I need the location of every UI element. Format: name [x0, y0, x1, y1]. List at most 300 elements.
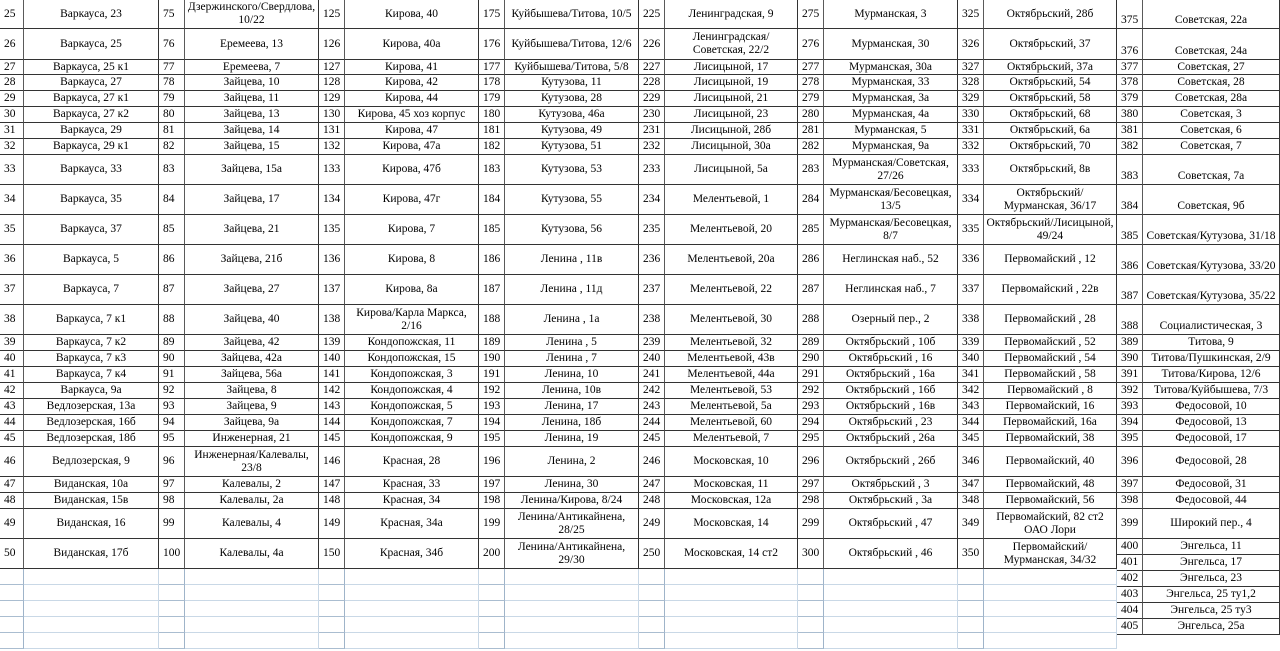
row-number[interactable]: 282: [798, 139, 824, 155]
row-number[interactable]: 280: [798, 107, 824, 123]
address-cell[interactable]: Лисицыной, 5а: [665, 155, 798, 185]
address-cell[interactable]: Кирова, 8а: [345, 275, 479, 305]
address-cell[interactable]: Кирова, 40а: [345, 29, 479, 60]
row-number[interactable]: 82: [159, 139, 185, 155]
row-number[interactable]: 382: [1117, 139, 1143, 155]
address-cell[interactable]: Первомайский , 58: [984, 367, 1117, 383]
row-number[interactable]: 33: [0, 155, 24, 185]
empty-cell[interactable]: [319, 633, 345, 649]
address-cell[interactable]: Октябрьский, 37: [984, 29, 1117, 60]
address-cell[interactable]: Ведлозерская, 13а: [24, 399, 159, 415]
empty-cell[interactable]: [824, 633, 958, 649]
row-number[interactable]: 148: [319, 493, 345, 509]
empty-cell[interactable]: [639, 633, 665, 649]
address-cell[interactable]: Ленина, 10в: [505, 383, 639, 399]
address-cell[interactable]: Энгельса, 25 ту3: [1143, 603, 1280, 619]
row-number[interactable]: 333: [958, 155, 984, 185]
empty-cell[interactable]: [319, 569, 345, 585]
row-number[interactable]: 80: [159, 107, 185, 123]
row-number[interactable]: 394: [1117, 415, 1143, 431]
row-number[interactable]: 135: [319, 215, 345, 245]
row-number[interactable]: 330: [958, 107, 984, 123]
address-cell[interactable]: Октябрьский/Мурманская, 36/17: [984, 185, 1117, 215]
row-number[interactable]: 231: [639, 123, 665, 139]
empty-cell[interactable]: [24, 569, 159, 585]
row-number[interactable]: 29: [0, 91, 24, 107]
row-number[interactable]: 178: [479, 75, 505, 91]
address-cell[interactable]: Инженерная/Калевалы, 23/8: [185, 447, 319, 477]
address-cell[interactable]: Зайцева, 40: [185, 305, 319, 335]
empty-cell[interactable]: [665, 569, 798, 585]
address-cell[interactable]: Советская/Кутузова, 31/18: [1143, 215, 1280, 245]
address-cell[interactable]: Московская, 12а: [665, 493, 798, 509]
address-cell[interactable]: Кутузова, 11: [505, 75, 639, 91]
row-number[interactable]: 285: [798, 215, 824, 245]
address-cell[interactable]: Красная, 28: [345, 447, 479, 477]
empty-cell[interactable]: [24, 633, 159, 649]
address-cell[interactable]: Мурманская, 3: [824, 0, 958, 29]
empty-cell[interactable]: [639, 569, 665, 585]
row-number[interactable]: 78: [159, 75, 185, 91]
row-number[interactable]: 79: [159, 91, 185, 107]
address-cell[interactable]: Федосовой, 10: [1143, 399, 1280, 415]
row-number[interactable]: 342: [958, 383, 984, 399]
address-cell[interactable]: Октябрьский , 47: [824, 509, 958, 539]
address-cell[interactable]: Титова, 9: [1143, 335, 1280, 351]
address-cell[interactable]: Калевалы, 4а: [185, 539, 319, 569]
address-cell[interactable]: Куйбышева/Титова, 12/6: [505, 29, 639, 60]
address-cell[interactable]: Ленина , 11в: [505, 245, 639, 275]
row-number[interactable]: 275: [798, 0, 824, 29]
empty-cell[interactable]: [958, 569, 984, 585]
address-cell[interactable]: Зайцева, 21б: [185, 245, 319, 275]
row-number[interactable]: 349: [958, 509, 984, 539]
row-number[interactable]: 250: [639, 539, 665, 569]
row-number[interactable]: 97: [159, 477, 185, 493]
row-number[interactable]: 197: [479, 477, 505, 493]
address-cell[interactable]: Лисицыной, 30а: [665, 139, 798, 155]
address-cell[interactable]: Октябрьский , 46: [824, 539, 958, 569]
empty-cell[interactable]: [185, 617, 319, 633]
address-cell[interactable]: Виданская, 15в: [24, 493, 159, 509]
address-cell[interactable]: Мелентьевой, 7: [665, 431, 798, 447]
address-cell[interactable]: Ленина, 10: [505, 367, 639, 383]
row-number[interactable]: 144: [319, 415, 345, 431]
address-cell[interactable]: Зайцева, 21: [185, 215, 319, 245]
row-number[interactable]: 90: [159, 351, 185, 367]
address-cell[interactable]: Кондопожская, 4: [345, 383, 479, 399]
row-number[interactable]: 88: [159, 305, 185, 335]
row-number[interactable]: 286: [798, 245, 824, 275]
row-number[interactable]: 344: [958, 415, 984, 431]
address-cell[interactable]: Варкауса, 9а: [24, 383, 159, 399]
row-number[interactable]: 289: [798, 335, 824, 351]
row-number[interactable]: 329: [958, 91, 984, 107]
row-number[interactable]: 405: [1117, 619, 1143, 635]
address-cell[interactable]: Лисицыной, 28б: [665, 123, 798, 139]
address-cell[interactable]: Еремеева, 7: [185, 60, 319, 75]
empty-cell[interactable]: [24, 585, 159, 601]
empty-cell[interactable]: [185, 569, 319, 585]
empty-cell[interactable]: [665, 617, 798, 633]
row-number[interactable]: 399: [1117, 509, 1143, 539]
address-cell[interactable]: Варкауса, 27: [24, 75, 159, 91]
row-number[interactable]: 198: [479, 493, 505, 509]
row-number[interactable]: 296: [798, 447, 824, 477]
address-cell[interactable]: Зайцева, 10: [185, 75, 319, 91]
row-number[interactable]: 192: [479, 383, 505, 399]
row-number[interactable]: 325: [958, 0, 984, 29]
row-number[interactable]: 189: [479, 335, 505, 351]
address-cell[interactable]: Октябрьский, 54: [984, 75, 1117, 91]
address-cell[interactable]: Московская, 11: [665, 477, 798, 493]
address-cell[interactable]: Зайцева, 11: [185, 91, 319, 107]
row-number[interactable]: 39: [0, 335, 24, 351]
row-number[interactable]: 147: [319, 477, 345, 493]
address-cell[interactable]: Кирова, 47г: [345, 185, 479, 215]
row-number[interactable]: 47: [0, 477, 24, 493]
row-number[interactable]: 187: [479, 275, 505, 305]
row-number[interactable]: 383: [1117, 155, 1143, 185]
empty-cell[interactable]: [479, 585, 505, 601]
row-number[interactable]: 276: [798, 29, 824, 60]
empty-cell[interactable]: [345, 569, 479, 585]
address-cell[interactable]: Первомайский , 52: [984, 335, 1117, 351]
row-number[interactable]: 141: [319, 367, 345, 383]
address-cell[interactable]: Варкауса, 7: [24, 275, 159, 305]
address-cell[interactable]: Мурманская, 30: [824, 29, 958, 60]
row-number[interactable]: 230: [639, 107, 665, 123]
address-cell[interactable]: Варкауса, 7 к3: [24, 351, 159, 367]
address-cell[interactable]: Зайцева, 56а: [185, 367, 319, 383]
row-number[interactable]: 379: [1117, 91, 1143, 107]
row-number[interactable]: 288: [798, 305, 824, 335]
address-cell[interactable]: Советская, 6: [1143, 123, 1280, 139]
address-cell[interactable]: Кирова, 45 хоз корпус: [345, 107, 479, 123]
address-cell[interactable]: Октябрьский, 6а: [984, 123, 1117, 139]
row-number[interactable]: 194: [479, 415, 505, 431]
empty-cell[interactable]: [345, 633, 479, 649]
row-number[interactable]: 336: [958, 245, 984, 275]
address-cell[interactable]: Лисицыной, 17: [665, 60, 798, 75]
address-cell[interactable]: Советская, 24а: [1143, 29, 1280, 60]
address-cell[interactable]: Кондопожская, 9: [345, 431, 479, 447]
address-cell[interactable]: Первомайский , 12: [984, 245, 1117, 275]
row-number[interactable]: 401: [1117, 555, 1143, 571]
row-number[interactable]: 346: [958, 447, 984, 477]
empty-cell[interactable]: [798, 601, 824, 617]
empty-cell[interactable]: [479, 633, 505, 649]
address-cell[interactable]: Варкауса, 35: [24, 185, 159, 215]
address-cell[interactable]: Первомайский , 28: [984, 305, 1117, 335]
row-number[interactable]: 131: [319, 123, 345, 139]
address-cell[interactable]: Ленина , 11д: [505, 275, 639, 305]
address-cell[interactable]: Энгельса, 25а: [1143, 619, 1280, 635]
address-cell[interactable]: Ленина, 30: [505, 477, 639, 493]
row-number[interactable]: 345: [958, 431, 984, 447]
address-cell[interactable]: Октябрьский , 3: [824, 477, 958, 493]
row-number[interactable]: 84: [159, 185, 185, 215]
address-cell[interactable]: Варкауса, 25: [24, 29, 159, 60]
empty-cell[interactable]: [639, 585, 665, 601]
row-number[interactable]: 100: [159, 539, 185, 569]
row-number[interactable]: 140: [319, 351, 345, 367]
address-cell[interactable]: Кутузова, 49: [505, 123, 639, 139]
address-cell[interactable]: Варкауса, 33: [24, 155, 159, 185]
address-cell[interactable]: Московская, 10: [665, 447, 798, 477]
address-cell[interactable]: Широкий пер., 4: [1143, 509, 1280, 539]
row-number[interactable]: 297: [798, 477, 824, 493]
row-number[interactable]: 340: [958, 351, 984, 367]
address-cell[interactable]: Красная, 34а: [345, 509, 479, 539]
address-cell[interactable]: Советская, 9б: [1143, 185, 1280, 215]
address-cell[interactable]: Октябрьский, 70: [984, 139, 1117, 155]
address-cell[interactable]: Ведлозерская, 9: [24, 447, 159, 477]
address-cell[interactable]: Советская, 27: [1143, 60, 1280, 75]
row-number[interactable]: 85: [159, 215, 185, 245]
address-cell[interactable]: Первомайский , 8: [984, 383, 1117, 399]
row-number[interactable]: 179: [479, 91, 505, 107]
address-cell[interactable]: Мелентьевой, 20: [665, 215, 798, 245]
address-cell[interactable]: Мелентьевой, 20а: [665, 245, 798, 275]
row-number[interactable]: 398: [1117, 493, 1143, 509]
address-cell[interactable]: Лисицыной, 23: [665, 107, 798, 123]
address-cell[interactable]: Октябрьский , 16в: [824, 399, 958, 415]
row-number[interactable]: 81: [159, 123, 185, 139]
address-cell[interactable]: Первомайский, 82 ст2 ОАО Лори: [984, 509, 1117, 539]
row-number[interactable]: 404: [1117, 603, 1143, 619]
row-number[interactable]: 384: [1117, 185, 1143, 215]
row-number[interactable]: 238: [639, 305, 665, 335]
row-number[interactable]: 38: [0, 305, 24, 335]
address-cell[interactable]: Варкауса, 29 к1: [24, 139, 159, 155]
row-number[interactable]: 190: [479, 351, 505, 367]
row-number[interactable]: 227: [639, 60, 665, 75]
row-number[interactable]: 334: [958, 185, 984, 215]
row-number[interactable]: 99: [159, 509, 185, 539]
row-number[interactable]: 98: [159, 493, 185, 509]
row-number[interactable]: 136: [319, 245, 345, 275]
row-number[interactable]: 139: [319, 335, 345, 351]
address-cell[interactable]: Первомайский, 16а: [984, 415, 1117, 431]
row-number[interactable]: 237: [639, 275, 665, 305]
address-cell[interactable]: Первомайский, 16: [984, 399, 1117, 415]
address-cell[interactable]: Мурманская, 30а: [824, 60, 958, 75]
address-cell[interactable]: Октябрьский , 16: [824, 351, 958, 367]
row-number[interactable]: 391: [1117, 367, 1143, 383]
address-cell[interactable]: Кутузова, 53: [505, 155, 639, 185]
address-cell[interactable]: Ленина/Антикайнена, 29/30: [505, 539, 639, 569]
address-cell[interactable]: Зайцева, 42: [185, 335, 319, 351]
row-number[interactable]: 25: [0, 0, 24, 29]
address-cell[interactable]: Первомайский, 56: [984, 493, 1117, 509]
row-number[interactable]: 125: [319, 0, 345, 29]
address-cell[interactable]: Кирова, 47б: [345, 155, 479, 185]
row-number[interactable]: 375: [1117, 0, 1143, 29]
empty-cell[interactable]: [984, 569, 1117, 585]
row-number[interactable]: 193: [479, 399, 505, 415]
address-cell[interactable]: Неглинская наб., 7: [824, 275, 958, 305]
address-cell[interactable]: Зайцева, 42а: [185, 351, 319, 367]
address-cell[interactable]: Социалистическая, 3: [1143, 305, 1280, 335]
address-cell[interactable]: Октябрьский, 28б: [984, 0, 1117, 29]
row-number[interactable]: 397: [1117, 477, 1143, 493]
row-number[interactable]: 284: [798, 185, 824, 215]
row-number[interactable]: 87: [159, 275, 185, 305]
address-cell[interactable]: Варкауса, 37: [24, 215, 159, 245]
address-cell[interactable]: Первомайский, 48: [984, 477, 1117, 493]
row-number[interactable]: 146: [319, 447, 345, 477]
address-cell[interactable]: Куйбышева/Титова, 10/5: [505, 0, 639, 29]
row-number[interactable]: 287: [798, 275, 824, 305]
row-number[interactable]: 300: [798, 539, 824, 569]
row-number[interactable]: 388: [1117, 305, 1143, 335]
address-cell[interactable]: Энгельса, 17: [1143, 555, 1280, 571]
empty-cell[interactable]: [185, 633, 319, 649]
row-number[interactable]: 89: [159, 335, 185, 351]
address-cell[interactable]: Мурманская/Бесовецкая, 8/7: [824, 215, 958, 245]
row-number[interactable]: 129: [319, 91, 345, 107]
address-cell[interactable]: Федосовой, 13: [1143, 415, 1280, 431]
row-number[interactable]: 298: [798, 493, 824, 509]
empty-cell[interactable]: [958, 617, 984, 633]
row-number[interactable]: 331: [958, 123, 984, 139]
address-cell[interactable]: Кондопожская, 5: [345, 399, 479, 415]
row-number[interactable]: 278: [798, 75, 824, 91]
row-number[interactable]: 294: [798, 415, 824, 431]
row-number[interactable]: 395: [1117, 431, 1143, 447]
row-number[interactable]: 381: [1117, 123, 1143, 139]
row-number[interactable]: 229: [639, 91, 665, 107]
row-number[interactable]: 347: [958, 477, 984, 493]
empty-cell[interactable]: [185, 601, 319, 617]
row-number[interactable]: 400: [1117, 539, 1143, 555]
address-cell[interactable]: Октябрьский, 8в: [984, 155, 1117, 185]
row-number[interactable]: 186: [479, 245, 505, 275]
address-cell[interactable]: Мурманская, 3а: [824, 91, 958, 107]
address-cell[interactable]: Октябрьский , 10б: [824, 335, 958, 351]
row-number[interactable]: 196: [479, 447, 505, 477]
address-cell[interactable]: Зайцева, 9а: [185, 415, 319, 431]
address-cell[interactable]: Ленина , 1а: [505, 305, 639, 335]
address-cell[interactable]: Советская/Кутузова, 35/22: [1143, 275, 1280, 305]
address-cell[interactable]: Варкауса, 23: [24, 0, 159, 29]
address-cell[interactable]: Кондопожская, 7: [345, 415, 479, 431]
empty-cell[interactable]: [345, 601, 479, 617]
address-cell[interactable]: Лисицыной, 21: [665, 91, 798, 107]
address-cell[interactable]: Мурманская, 33: [824, 75, 958, 91]
row-number[interactable]: 328: [958, 75, 984, 91]
address-cell[interactable]: Зайцева, 9: [185, 399, 319, 415]
empty-cell[interactable]: [958, 633, 984, 649]
address-cell[interactable]: Зайцева, 15: [185, 139, 319, 155]
empty-cell[interactable]: [0, 601, 24, 617]
row-number[interactable]: 350: [958, 539, 984, 569]
address-cell[interactable]: Ленина, 19: [505, 431, 639, 447]
row-number[interactable]: 385: [1117, 215, 1143, 245]
row-number[interactable]: 183: [479, 155, 505, 185]
row-number[interactable]: 247: [639, 477, 665, 493]
row-number[interactable]: 402: [1117, 571, 1143, 587]
row-number[interactable]: 386: [1117, 245, 1143, 275]
row-number[interactable]: 339: [958, 335, 984, 351]
row-number[interactable]: 390: [1117, 351, 1143, 367]
address-cell[interactable]: Ленина, 2: [505, 447, 639, 477]
row-number[interactable]: 182: [479, 139, 505, 155]
row-number[interactable]: 134: [319, 185, 345, 215]
empty-cell[interactable]: [479, 617, 505, 633]
row-number[interactable]: 236: [639, 245, 665, 275]
address-cell[interactable]: Мурманская/Бесовецкая, 13/5: [824, 185, 958, 215]
row-number[interactable]: 291: [798, 367, 824, 383]
empty-cell[interactable]: [159, 633, 185, 649]
row-number[interactable]: 246: [639, 447, 665, 477]
row-number[interactable]: 76: [159, 29, 185, 60]
row-number[interactable]: 327: [958, 60, 984, 75]
row-number[interactable]: 42: [0, 383, 24, 399]
row-number[interactable]: 37: [0, 275, 24, 305]
address-cell[interactable]: Инженерная, 21: [185, 431, 319, 447]
row-number[interactable]: 403: [1117, 587, 1143, 603]
address-cell[interactable]: Советская, 3: [1143, 107, 1280, 123]
address-cell[interactable]: Виданская, 17б: [24, 539, 159, 569]
address-cell[interactable]: Энгельса, 23: [1143, 571, 1280, 587]
address-cell[interactable]: Ведлозерская, 18б: [24, 431, 159, 447]
row-number[interactable]: 343: [958, 399, 984, 415]
row-number[interactable]: 150: [319, 539, 345, 569]
address-cell[interactable]: Ленина/Кирова, 8/24: [505, 493, 639, 509]
row-number[interactable]: 130: [319, 107, 345, 123]
address-cell[interactable]: Московская, 14: [665, 509, 798, 539]
empty-cell[interactable]: [824, 569, 958, 585]
row-number[interactable]: 44: [0, 415, 24, 431]
row-number[interactable]: 94: [159, 415, 185, 431]
address-cell[interactable]: Федосовой, 17: [1143, 431, 1280, 447]
row-number[interactable]: 295: [798, 431, 824, 447]
row-number[interactable]: 281: [798, 123, 824, 139]
row-number[interactable]: 138: [319, 305, 345, 335]
row-number[interactable]: 91: [159, 367, 185, 383]
address-cell[interactable]: Октябрьский , 26б: [824, 447, 958, 477]
empty-cell[interactable]: [319, 585, 345, 601]
empty-cell[interactable]: [479, 569, 505, 585]
address-cell[interactable]: Зайцева, 27: [185, 275, 319, 305]
empty-cell[interactable]: [319, 617, 345, 633]
row-number[interactable]: 34: [0, 185, 24, 215]
empty-cell[interactable]: [0, 617, 24, 633]
row-number[interactable]: 188: [479, 305, 505, 335]
empty-cell[interactable]: [0, 585, 24, 601]
empty-cell[interactable]: [958, 585, 984, 601]
address-cell[interactable]: Кирова, 8: [345, 245, 479, 275]
empty-cell[interactable]: [185, 585, 319, 601]
empty-cell[interactable]: [984, 633, 1117, 649]
row-number[interactable]: 290: [798, 351, 824, 367]
empty-cell[interactable]: [665, 601, 798, 617]
row-number[interactable]: 243: [639, 399, 665, 415]
empty-cell[interactable]: [479, 601, 505, 617]
row-number[interactable]: 175: [479, 0, 505, 29]
address-cell[interactable]: Октябрьский , 26а: [824, 431, 958, 447]
row-number[interactable]: 195: [479, 431, 505, 447]
empty-cell[interactable]: [159, 617, 185, 633]
row-number[interactable]: 132: [319, 139, 345, 155]
address-cell[interactable]: Мурманская, 5: [824, 123, 958, 139]
row-number[interactable]: 143: [319, 399, 345, 415]
row-number[interactable]: 45: [0, 431, 24, 447]
row-number[interactable]: 128: [319, 75, 345, 91]
row-number[interactable]: 200: [479, 539, 505, 569]
